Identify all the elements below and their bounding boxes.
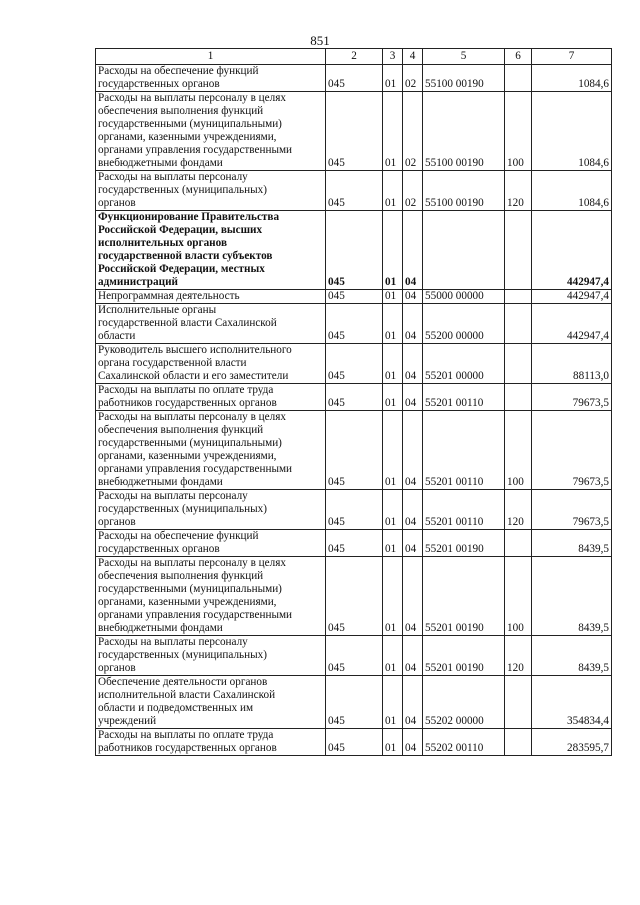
cell-c7: 1084,6 xyxy=(532,65,612,92)
cell-c6 xyxy=(505,65,532,92)
cell-c3: 01 xyxy=(383,211,403,290)
cell-c6: 120 xyxy=(505,490,532,530)
row-name-line: Сахалинской области и его заместители xyxy=(98,370,289,382)
row-name-line: Российской Федерации, местных xyxy=(98,263,265,275)
cell-c6 xyxy=(505,211,532,290)
cell-c5: 55202 00000 xyxy=(423,676,505,729)
cell-c4: 04 xyxy=(403,411,423,490)
row-name-line: органами управления государственными xyxy=(98,144,293,156)
row-name-cell xyxy=(96,92,326,171)
cell-c3: 01 xyxy=(383,636,403,676)
cell-c5: 55201 00000 xyxy=(423,344,505,384)
row-name-line: Расходы на выплаты по оплате труда xyxy=(98,729,274,741)
row-name-line: Расходы на выплаты персоналу xyxy=(98,490,248,502)
cell-c4: 04 xyxy=(403,676,423,729)
row-name-line: органов xyxy=(98,516,136,528)
row-name-line: государственной власти Сахалинской xyxy=(98,317,277,329)
row-name-line: государственных (муниципальных) xyxy=(98,503,267,515)
cell-c3: 01 xyxy=(383,384,403,411)
cell-c2: 045 xyxy=(326,636,383,676)
table-row xyxy=(96,211,612,290)
row-name-cell xyxy=(96,290,326,304)
cell-c7: 8439,5 xyxy=(532,530,612,557)
row-name-line: органами управления государственными xyxy=(98,463,293,475)
cell-c3: 01 xyxy=(383,344,403,384)
cell-c3: 01 xyxy=(383,171,403,211)
cell-c7: 283595,7 xyxy=(532,729,612,756)
row-name-line: органов xyxy=(98,662,136,674)
row-name-line: исполнительных органов xyxy=(98,237,227,249)
table-row xyxy=(96,384,612,411)
cell-c5: 55100 00190 xyxy=(423,171,505,211)
column-header: 4 xyxy=(403,49,423,65)
column-header: 7 xyxy=(532,49,612,65)
cell-c2: 045 xyxy=(326,729,383,756)
row-name-line: государственных органов xyxy=(98,78,220,90)
cell-c4: 04 xyxy=(403,304,423,344)
row-name-line: государственными (муниципальными) xyxy=(98,583,282,595)
row-name-line: Расходы на выплаты персоналу xyxy=(98,171,248,183)
cell-c7: 442947,4 xyxy=(532,290,612,304)
row-name-cell xyxy=(96,304,326,344)
cell-c6 xyxy=(505,304,532,344)
row-name-line: области xyxy=(98,330,136,342)
cell-c5: 55200 00000 xyxy=(423,304,505,344)
row-name-line: органами, казенными учреждениями, xyxy=(98,596,277,608)
row-name-line: обеспечения выполнения функций xyxy=(98,570,264,582)
cell-c6 xyxy=(505,676,532,729)
cell-c7: 442947,4 xyxy=(532,304,612,344)
row-name-cell xyxy=(96,411,326,490)
cell-c2: 045 xyxy=(326,411,383,490)
budget-table xyxy=(95,48,612,756)
cell-c3: 01 xyxy=(383,676,403,729)
row-name-cell xyxy=(96,557,326,636)
row-name-line: государственных (муниципальных) xyxy=(98,649,267,661)
row-name-line: обеспечения выполнения функций xyxy=(98,105,264,117)
row-name-line: государственных (муниципальных) xyxy=(98,184,267,196)
cell-c6: 100 xyxy=(505,411,532,490)
cell-c2: 045 xyxy=(326,65,383,92)
cell-c5: 55000 00000 xyxy=(423,290,505,304)
column-header: 5 xyxy=(423,49,505,65)
row-name-line: Функционирование Правительства xyxy=(98,211,280,223)
cell-c4: 04 xyxy=(403,490,423,530)
row-name-line: Непрограммная деятельность xyxy=(98,290,240,302)
cell-c2: 045 xyxy=(326,171,383,211)
row-name-cell xyxy=(96,729,326,756)
cell-c4: 04 xyxy=(403,636,423,676)
table-row xyxy=(96,530,612,557)
row-name-cell xyxy=(96,676,326,729)
cell-c3: 01 xyxy=(383,530,403,557)
row-name-line: органа государственной власти xyxy=(98,357,247,369)
cell-c2: 045 xyxy=(326,304,383,344)
table-row xyxy=(96,171,612,211)
cell-c5: 55100 00190 xyxy=(423,65,505,92)
table-row xyxy=(96,490,612,530)
cell-c7: 79673,5 xyxy=(532,411,612,490)
cell-c4: 04 xyxy=(403,557,423,636)
row-name-line: Расходы на выплаты персоналу в целях xyxy=(98,557,286,569)
page-number: 851 xyxy=(310,33,330,48)
cell-c2: 045 xyxy=(326,557,383,636)
row-name-cell xyxy=(96,384,326,411)
cell-c2: 045 xyxy=(326,211,383,290)
cell-c2: 045 xyxy=(326,490,383,530)
row-name-line: внебюджетными фондами xyxy=(98,157,223,169)
table-row xyxy=(96,729,612,756)
cell-c2: 045 xyxy=(326,290,383,304)
cell-c4: 04 xyxy=(403,211,423,290)
cell-c5: 55201 00110 xyxy=(423,384,505,411)
cell-c5: 55201 00190 xyxy=(423,636,505,676)
row-name-line: Обеспечение деятельности органов xyxy=(98,676,268,688)
cell-c4: 04 xyxy=(403,344,423,384)
cell-c3: 01 xyxy=(383,92,403,171)
row-name-line: Российской Федерации, высших xyxy=(98,224,263,236)
cell-c7: 442947,4 xyxy=(532,211,612,290)
cell-c7: 8439,5 xyxy=(532,557,612,636)
cell-c7: 354834,4 xyxy=(532,676,612,729)
table-row xyxy=(96,676,612,729)
cell-c2: 045 xyxy=(326,344,383,384)
cell-c3: 01 xyxy=(383,304,403,344)
cell-c4: 04 xyxy=(403,290,423,304)
row-name-line: органов xyxy=(98,197,136,209)
column-header: 6 xyxy=(505,49,532,65)
cell-c6: 100 xyxy=(505,92,532,171)
cell-c6: 100 xyxy=(505,557,532,636)
row-name-line: Расходы на выплаты персоналу xyxy=(98,636,248,648)
cell-c2: 045 xyxy=(326,384,383,411)
column-header: 3 xyxy=(383,49,403,65)
table-row xyxy=(96,304,612,344)
row-name-line: Расходы на выплаты по оплате труда xyxy=(98,384,274,396)
cell-c5: 55201 00110 xyxy=(423,411,505,490)
row-name-line: работников государственных органов xyxy=(98,397,277,409)
cell-c3: 01 xyxy=(383,411,403,490)
row-name-line: Расходы на выплаты персоналу в целях xyxy=(98,411,286,423)
cell-c5: 55202 00110 xyxy=(423,729,505,756)
table-header-row xyxy=(96,49,612,65)
cell-c6 xyxy=(505,344,532,384)
row-name-line: работников государственных органов xyxy=(98,742,277,754)
row-name-line: Расходы на обеспечение функций xyxy=(98,530,259,542)
cell-c5: 55100 00190 xyxy=(423,92,505,171)
row-name-cell xyxy=(96,211,326,290)
column-header: 2 xyxy=(326,49,383,65)
row-name-cell xyxy=(96,344,326,384)
cell-c2: 045 xyxy=(326,530,383,557)
table-row xyxy=(96,344,612,384)
row-name-line: государственной власти субъектов xyxy=(98,250,273,262)
cell-c6 xyxy=(505,290,532,304)
cell-c4: 04 xyxy=(403,729,423,756)
row-name-cell xyxy=(96,171,326,211)
cell-c3: 01 xyxy=(383,290,403,304)
cell-c5: 55201 00190 xyxy=(423,530,505,557)
cell-c2: 045 xyxy=(326,92,383,171)
cell-c4: 02 xyxy=(403,65,423,92)
row-name-cell xyxy=(96,530,326,557)
row-name-line: обеспечения выполнения функций xyxy=(98,424,264,436)
row-name-line: администраций xyxy=(98,276,178,288)
cell-c7: 1084,6 xyxy=(532,171,612,211)
row-name-line: органами, казенными учреждениями, xyxy=(98,450,277,462)
cell-c7: 8439,5 xyxy=(532,636,612,676)
cell-c3: 01 xyxy=(383,729,403,756)
cell-c2: 045 xyxy=(326,676,383,729)
cell-c6: 120 xyxy=(505,171,532,211)
cell-c5: 55201 00190 xyxy=(423,557,505,636)
cell-c7: 88113,0 xyxy=(532,344,612,384)
cell-c6: 120 xyxy=(505,636,532,676)
row-name-line: Руководитель высшего исполнительного xyxy=(98,344,292,356)
table-row xyxy=(96,636,612,676)
cell-c7: 79673,5 xyxy=(532,490,612,530)
cell-c6 xyxy=(505,384,532,411)
row-name-line: органами управления государственными xyxy=(98,609,293,621)
table-row xyxy=(96,65,612,92)
row-name-line: области и подведомственных им xyxy=(98,702,254,714)
row-name-line: внебюджетными фондами xyxy=(98,476,223,488)
row-name-line: Расходы на обеспечение функций xyxy=(98,65,259,77)
row-name-line: Исполнительные органы xyxy=(98,304,217,316)
cell-c4: 04 xyxy=(403,384,423,411)
row-name-line: государственных органов xyxy=(98,543,220,555)
cell-c6 xyxy=(505,729,532,756)
cell-c7: 79673,5 xyxy=(532,384,612,411)
row-name-line: внебюджетными фондами xyxy=(98,622,223,634)
cell-c5 xyxy=(423,211,505,290)
cell-c3: 01 xyxy=(383,65,403,92)
table-row xyxy=(96,92,612,171)
row-name-cell xyxy=(96,636,326,676)
cell-c4: 02 xyxy=(403,92,423,171)
cell-c3: 01 xyxy=(383,557,403,636)
row-name-line: учреждений xyxy=(98,715,157,727)
cell-c4: 04 xyxy=(403,530,423,557)
cell-c4: 02 xyxy=(403,171,423,211)
row-name-line: органами, казенными учреждениями, xyxy=(98,131,277,143)
row-name-cell xyxy=(96,490,326,530)
row-name-line: Расходы на выплаты персоналу в целях xyxy=(98,92,286,104)
column-header: 1 xyxy=(96,49,326,65)
table-row xyxy=(96,411,612,490)
cell-c6 xyxy=(505,530,532,557)
cell-c5: 55201 00110 xyxy=(423,490,505,530)
row-name-line: государственными (муниципальными) xyxy=(98,437,282,449)
row-name-cell xyxy=(96,65,326,92)
cell-c7: 1084,6 xyxy=(532,92,612,171)
row-name-line: исполнительной власти Сахалинской xyxy=(98,689,276,701)
row-name-line: государственными (муниципальными) xyxy=(98,118,282,130)
table-row xyxy=(96,290,612,304)
cell-c3: 01 xyxy=(383,490,403,530)
table-row xyxy=(96,557,612,636)
